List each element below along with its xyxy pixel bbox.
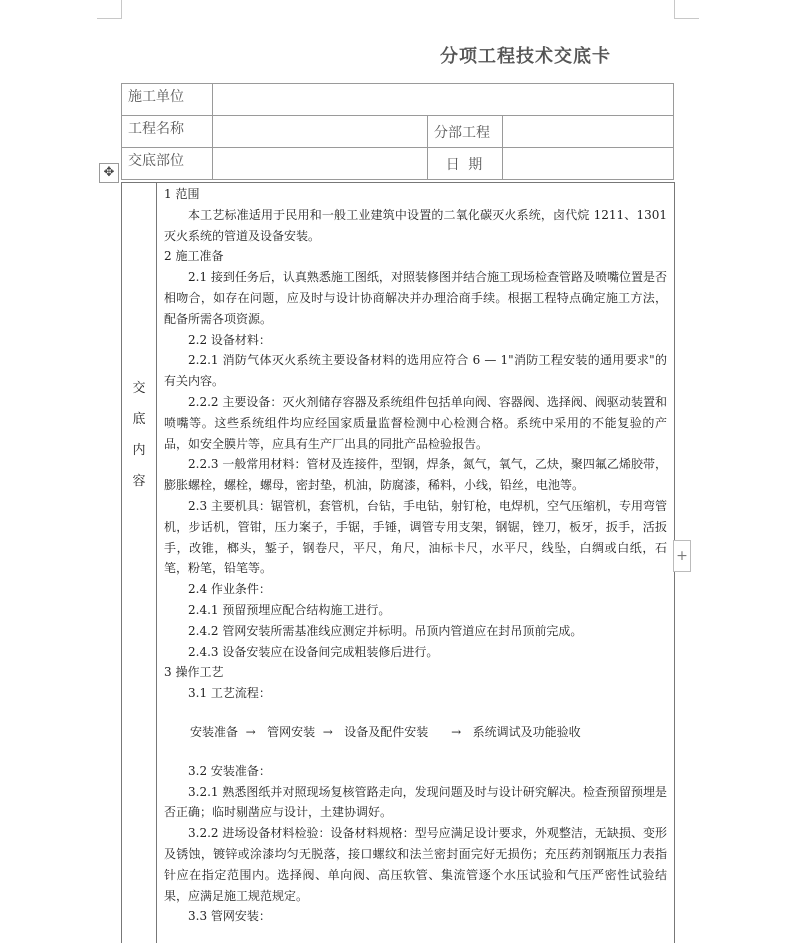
content-paragraph: 2.2 设备材料： <box>188 332 271 347</box>
project-value-cell[interactable] <box>213 116 428 148</box>
content-paragraph: 2.3 主要机具：锯管机，套管机，台钻，手电钻，射钉枪，电焊机，空气压缩机，专用弯管机，步话机，管钳，压力案子，手锯，手锤，调管专用支架，钢锯，锉刀，板牙，扳手，活扳手，改锥，榔头，錾子，钢卷尺，平尺，角尺，油标卡尺，水平尺，线坠，白绸或白纸，石笔，粉笔，铅笔等。 <box>164 498 667 576</box>
content-paragraph: 2.2.3 一般常用材料：管材及连接件，型钢，焊条，氮气，氧气，乙炔，聚四氟乙烯胶带，膨胀螺栓，螺栓，螺母，密封垫，机油，防腐漆，稀料，小线，铅丝，电池等。 <box>164 457 667 493</box>
document-title: 分项工程技术交底卡 <box>440 46 611 67</box>
content-paragraph: 2.2.1 消防气体灭火系统主要设备材料的选用应符合 6 — 1"消防工程安装的通用要求"的有关内容。 <box>164 353 667 389</box>
header-row-project <box>122 116 674 148</box>
header-table <box>121 83 674 180</box>
content-paragraph: 1 范围 <box>164 187 200 201</box>
header-row-unit <box>122 84 674 116</box>
header-row-part <box>122 148 674 180</box>
content-paragraph: 3.2 安装准备： <box>188 763 271 778</box>
content-frame <box>121 182 675 943</box>
subproject-label: 分部工程 <box>434 124 490 141</box>
content-paragraph: 3.2.2 进场设备材料检验：设备材料规格：型号应满足设计要求，外观整洁，无缺损、变形及锈蚀，镀锌或涂漆均匀无脱落，接口螺纹和法兰密封面完好无损伤；充压药剂钢瓶压力表指针应在指定范围内。选择阀、单向阀、高压软管、集流管逐个水压试验和气压严密性试验结果，应满足施工规范规定。 <box>164 826 667 903</box>
content-paragraph: 3 操作工艺 <box>164 665 224 680</box>
subproject-label-cell[interactable] <box>428 116 503 148</box>
content-paragraph: 2.1 接到任务后，认真熟悉施工图纸，对照装修图并结合施工现场检查管路及喷嘴位置是否相吻合，如存在问题，应及时与设计协商解决并办理洽商手续。根据工程特点确定施工方法，配备所需各项资源。 <box>164 270 667 326</box>
content-paragraph: 3.3 管网安装： <box>188 909 271 924</box>
date-label-cell[interactable] <box>428 148 503 180</box>
page-corner-mark-left <box>97 0 122 19</box>
content-paragraph: 本工艺标准适用于民用和一般工业建筑中设置的二氧化碳灭火系统，卤代烷 1211、1301 灭火系统的管道及设备安装。 <box>164 207 667 243</box>
disclosure-content[interactable] <box>164 184 667 927</box>
content-paragraph: 2.4.3 设备安装应在设备间完成粗装修后进行。 <box>188 644 439 659</box>
content-paragraph: 2.2.2 主要设备：灭火剂储存容器及系统组件包括单向阀、容器阀、选择阀、阀驱动装置和喷嘴等。这些系统组件均应经国家质量监督检测中心检测合格。系统中采用的不能复验的产品，如安全膜片等，应具有生产厂出具的同批产品检验报告。 <box>164 394 667 451</box>
subproject-value-cell[interactable] <box>503 116 674 148</box>
table-move-handle-icon[interactable]: ✥ <box>99 163 119 183</box>
date-value-cell[interactable] <box>503 148 674 180</box>
add-column-icon[interactable]: + <box>673 540 691 572</box>
process-flow: 安装准备 → 管网安装 → 设备及配件安装 → 系统调试及功能验收 <box>190 724 581 739</box>
page-corner-mark-right <box>674 0 699 19</box>
side-char: 底 <box>132 412 146 427</box>
content-paragraph: 3.2.1 熟悉图纸并对照现场复核管路走向，发现问题及时与设计研究解决。检查预留预埋是否正确；临时剔凿应与设计，土建协调好。 <box>164 784 667 820</box>
side-char: 交 <box>132 381 146 396</box>
side-label <box>122 373 156 497</box>
project-label: 工程名称 <box>128 121 184 137</box>
side-char: 内 <box>132 443 146 458</box>
content-paragraph: 2 施工准备 <box>164 249 224 264</box>
side-char: 容 <box>132 474 146 489</box>
part-label-cell[interactable] <box>122 148 213 180</box>
part-label: 交底部位 <box>128 153 184 169</box>
project-label-cell[interactable] <box>122 116 213 148</box>
unit-label: 施工单位 <box>128 89 184 105</box>
content-paragraph: 2.4.1 预留预埋应配合结构施工进行。 <box>188 602 391 617</box>
unit-label-cell[interactable] <box>122 84 213 116</box>
side-label-column <box>122 183 157 943</box>
unit-value-cell[interactable] <box>213 84 674 116</box>
part-value-cell[interactable] <box>213 148 428 180</box>
date-label: 日 期 <box>445 156 485 173</box>
content-paragraph: 3.1 工艺流程： <box>188 686 271 701</box>
content-paragraph: 2.4 作业条件： <box>188 582 271 597</box>
content-paragraph: 2.4.2 管网安装所需基准线应测定并标明。吊顶内管道应在封吊顶前完成。 <box>188 623 583 638</box>
